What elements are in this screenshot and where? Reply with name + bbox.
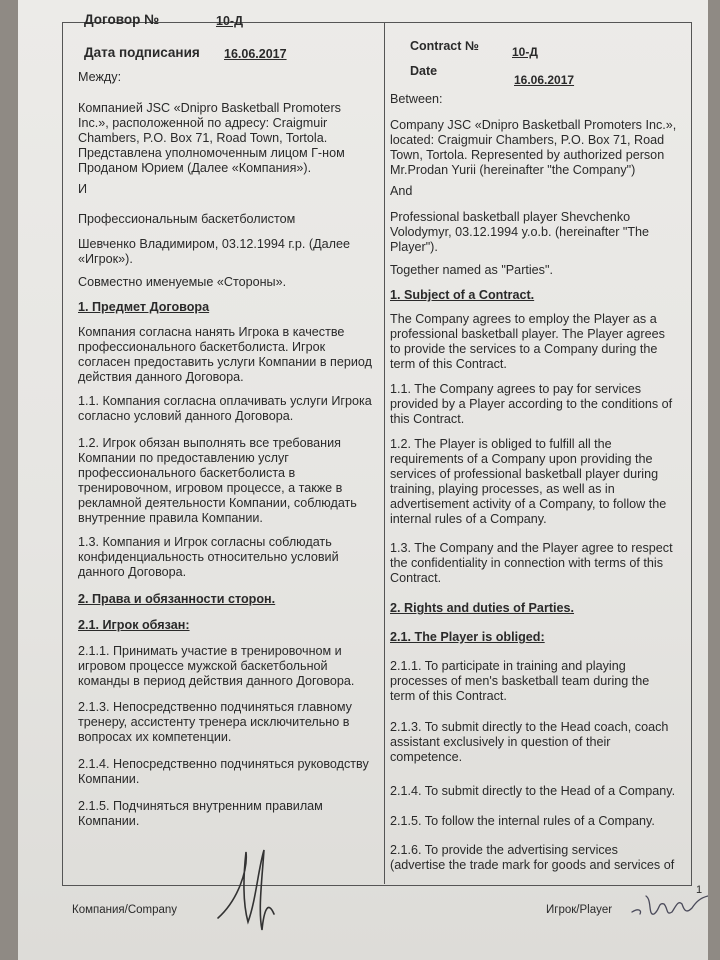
ru-s2-1-4-line: Компании. <box>78 772 140 786</box>
en-s2-1-5: 2.1.5. To follow the internal rules of a Company. <box>390 814 655 828</box>
en-company-line: Mr.Prodan Yurii (hereinafter "the Company") <box>390 163 636 177</box>
ru-s1-2-line: 1.2. Игрок обязан выполнять все требования <box>78 436 341 450</box>
ru-section1-heading: 1. Предмет Договора <box>78 300 210 314</box>
ru-s1-3-line: конфиденциальность относительно условий <box>78 550 339 564</box>
en-s2-1-4: 2.1.4. To submit directly to the Head of a Company. <box>390 784 676 798</box>
en-s1-1-line: 1.1. The Company agrees to pay for services <box>390 382 642 396</box>
en-s1-3-line: the confidentiality in connection with terms of this <box>390 556 664 570</box>
ru-s2-1-3-line: тренеру, ассистенту тренера исключительно в <box>78 715 350 729</box>
en-section1-heading: 1. Subject of a Contract. <box>390 288 535 302</box>
page-number: 1 <box>696 884 703 896</box>
ru-company-line: Компанией JSC «Dnipro Basketball Promoters <box>78 101 341 115</box>
ru-s2-1-1-line: 2.1.1. Принимать участие в тренировочном и <box>78 644 342 658</box>
ru-s1-line: согласен предоставить услуги Компании в период <box>78 355 372 369</box>
en-contract-label: Contract № <box>410 39 479 53</box>
ru-company-line: Inc.», расположенной по адресу: Craigmuir <box>78 116 328 130</box>
en-date-label: Date <box>410 64 438 78</box>
en-s2-1-3-line: competence. <box>390 750 463 764</box>
en-s2-1-6-line: 2.1.6. To provide the advertising services <box>390 843 618 857</box>
ru-company-line: Chambers, P.O. Box 71, Road Town, Tortola. <box>78 131 328 145</box>
en-contract-number: 10-Д <box>512 45 538 59</box>
en-company-line: located: Craigmuir Chambers, P.O. Box 71, Road <box>390 133 665 147</box>
ru-s2-1-5-line: Компании. <box>78 814 140 828</box>
contract-page <box>18 0 708 960</box>
ru-s1-line: профессионального баскетболиста. Игрок <box>78 340 326 354</box>
ru-s2-1-1-line: команды в период действия данного Договора. <box>78 674 355 688</box>
en-company-line: Town, Tortola. Represented by authorized person <box>390 148 665 162</box>
ru-s1-line: Компания согласна нанять Игрока в качестве <box>78 325 345 339</box>
en-player-line: Professional basketball player Shevchenko <box>390 210 631 224</box>
en-s2-1-1-line: 2.1.1. To participate in training and playing <box>390 659 626 673</box>
ru-s2-1-3-line: вопросах их компетенции. <box>78 730 232 744</box>
ru-player-line: Профессиональным баскетболистом <box>78 212 296 226</box>
ru-parties: Совместно именуемые «Стороны». <box>78 275 287 289</box>
en-s1-2-line: requirements of a Company upon providing the <box>390 452 653 466</box>
ru-and: И <box>78 182 88 196</box>
en-section2-heading: 2. Rights and duties of Parties. <box>390 601 575 615</box>
ru-contract-number: 10-Д <box>216 14 243 28</box>
en-s1-2-line: training, playing processes, as well as in <box>390 482 615 496</box>
en-s1-line: term of this Contract. <box>390 357 507 371</box>
ru-s2-1-3-line: 2.1.3. Непосредственно подчиняться главному <box>78 700 352 714</box>
company-signature <box>198 840 308 940</box>
en-s1-line: to provide the services to a Company during the <box>390 342 658 356</box>
en-parties: Together named as "Parties". <box>390 263 553 277</box>
ru-s1-3-line: данного Договора. <box>78 565 187 579</box>
en-s2-1-3-line: assistant exclusively in question of their <box>390 735 611 749</box>
ru-s2-1-4-line: 2.1.4. Непосредственно подчиняться руководству <box>78 757 369 771</box>
en-s2-1-3-line: 2.1.3. To submit directly to the Head coach, coach <box>390 720 669 734</box>
column-divider <box>384 22 385 884</box>
ru-s1-3-line: 1.3. Компания и Игрок согласны соблюдать <box>78 535 332 549</box>
footer-company-label: Компания/Company <box>72 904 178 916</box>
ru-company-line: Представлена уполномоченным лицом Г-ном <box>78 146 345 160</box>
ru-s1-2-line: Компании по предоставлению услуг <box>78 451 289 465</box>
en-s1-line: The Company agrees to employ the Player as a <box>390 312 657 326</box>
en-s1-line: professional basketball player. The Player agrees <box>390 327 665 341</box>
en-s1-2-line: services of professional basketball player during <box>390 467 659 481</box>
ru-section2-1-heading: 2.1. Игрок обязан: <box>78 618 190 632</box>
en-s1-2-line: 1.2. The Player is obliged to fulfill all the <box>390 437 612 451</box>
ru-company-line: Проданом Юрием (Далее «Компания»). <box>78 161 312 175</box>
ru-contract-label: Договор № <box>84 12 160 27</box>
ru-s2-1-1-line: игровом процессе мужской баскетбольной <box>78 659 328 673</box>
en-s1-3-line: Contract. <box>390 571 442 585</box>
en-s2-1-6-line: (advertise the trade mark for goods and services of <box>390 858 675 872</box>
en-between: Between: <box>390 92 443 106</box>
player-signature <box>628 886 708 926</box>
en-s1-2-line: internal rules of a Company. <box>390 512 547 526</box>
ru-s1-2-line: рекламной деятельности Компании, соблюдать <box>78 496 357 510</box>
en-player-line: Volodymyr, 03.12.1994 y.o.b. (hereinafter "The <box>390 225 650 239</box>
en-s1-1-line: provided by a Player according to the conditions of <box>390 397 673 411</box>
footer-player-label: Игрок/Player <box>546 904 613 916</box>
ru-s1-2-line: тренировочном, игровом процессе, а также в <box>78 481 343 495</box>
ru-player-name-line: Шевченко Владимиром, 03.12.1994 г.р. (Далее <box>78 237 351 251</box>
en-s1-1-line: this Contract. <box>390 412 465 426</box>
ru-date-value: 16.06.2017 <box>224 47 287 61</box>
ru-player-name-line: «Игрок»). <box>78 252 133 266</box>
ru-s1-line: действия данного Договора. <box>78 370 244 384</box>
ru-s1-2-line: внутренние правила Компании. <box>78 511 263 525</box>
en-date-value: 16.06.2017 <box>514 73 575 87</box>
en-s1-2-line: advertisement activity of a Company, to follow the <box>390 497 667 511</box>
ru-date-label: Дата подписания <box>84 45 200 60</box>
en-player-line: Player"). <box>390 240 438 254</box>
ru-s1-2-line: профессионального баскетболиста в <box>78 466 296 480</box>
en-s2-1-1-line: processes of men's basketball team during the <box>390 674 650 688</box>
ru-s2-1-5-line: 2.1.5. Подчиняться внутренним правилам <box>78 799 323 813</box>
en-s1-3-line: 1.3. The Company and the Player agree to respect <box>390 541 673 555</box>
ru-s1-1-line: согласно условий данного Договора. <box>78 409 294 423</box>
en-and: And <box>390 184 413 198</box>
ru-section2-heading: 2. Права и обязанности сторон. <box>78 592 276 606</box>
en-s2-1-1-line: term of this Contract. <box>390 689 507 703</box>
ru-between: Между: <box>78 70 122 84</box>
en-section2-1-heading: 2.1. The Player is obliged: <box>390 630 545 644</box>
ru-s1-1-line: 1.1. Компания согласна оплачивать услуги Игрока <box>78 394 372 408</box>
en-company-line: Company JSC «Dnipro Basketball Promoters Inc.», <box>390 118 677 132</box>
